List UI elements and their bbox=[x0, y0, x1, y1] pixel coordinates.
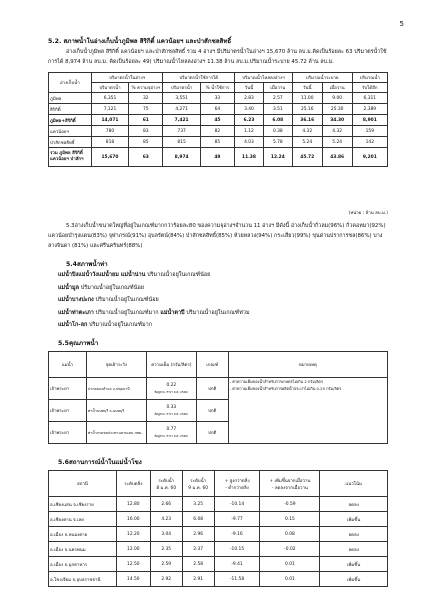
section-5-6-heading: 5.6สถานการณ์น้ำในแม่น้ำโขง bbox=[58, 459, 142, 466]
station-cell: อ.เมือง จ.หนองคาย bbox=[49, 527, 117, 542]
remark-line: - ค่าความเค็มของน้ำสำหรับการเกษตรไม่เกิน 2 กรัม/ลิตร bbox=[229, 379, 323, 384]
cell: 3.04 bbox=[150, 527, 182, 542]
table-row bbox=[49, 527, 388, 542]
cell: เพิ่มขึ้น bbox=[320, 557, 388, 572]
th-point: จุดเฝ้าระวัง bbox=[86, 352, 146, 378]
point-cell: ท่าน้ำกรมชลประทานสามเสน กทม. bbox=[86, 422, 146, 444]
cell: 2.66 bbox=[150, 497, 182, 512]
cell: 7,121 bbox=[91, 104, 128, 115]
th-sub: ปริมาตรน้ำ bbox=[91, 83, 128, 93]
cell: 0.15 bbox=[260, 512, 320, 527]
cell: 4,271 bbox=[163, 104, 200, 115]
criteria-cell: ปกติ bbox=[196, 400, 228, 422]
cell: 3,551 bbox=[163, 93, 200, 104]
river-cell: เจ้าพระยา bbox=[49, 400, 87, 422]
table-row bbox=[49, 542, 388, 557]
table-row bbox=[49, 126, 388, 137]
salinity-value: 0.22 bbox=[166, 382, 177, 388]
table-row bbox=[49, 497, 388, 512]
cell: 2.96 bbox=[182, 527, 214, 542]
cell: 9.00 bbox=[322, 93, 352, 104]
river-cell: เจ้าพระยา bbox=[49, 378, 87, 400]
cell: 737 bbox=[163, 126, 200, 137]
section-5-4-heading: 5.4สภาพน้ำท่า bbox=[66, 261, 108, 268]
cell: เพิ่มขึ้น bbox=[320, 512, 388, 527]
river-name: แม่น้ำโก-ลก bbox=[58, 322, 88, 328]
table-row bbox=[49, 104, 388, 115]
cell: 4.23 bbox=[150, 512, 182, 527]
cell: 2.57 bbox=[263, 93, 292, 104]
cell: 6,351 bbox=[91, 93, 128, 104]
cell: ลดลง bbox=[320, 527, 388, 542]
table-row bbox=[49, 137, 388, 148]
cell: 6.23 bbox=[235, 115, 264, 126]
river-status: ปริมาณน้ำอยู่ในเกณฑ์น้อย bbox=[145, 272, 211, 278]
cell: 43.86 bbox=[322, 148, 352, 167]
dam-name: รวม ภูมิพล สิริกิติ์ แควน้อยฯ ป่าสักฯ bbox=[49, 148, 92, 167]
cell: 0.08 bbox=[260, 527, 320, 542]
salinity-cell bbox=[146, 422, 196, 444]
station-cell: อ.เชียงแสน จ.เชียงราย bbox=[49, 497, 117, 512]
cell: -0.02 bbox=[260, 542, 320, 557]
cell: เพิ่มขึ้น bbox=[320, 572, 388, 587]
reservoir-table bbox=[48, 72, 388, 167]
cell: 85 bbox=[200, 137, 234, 148]
salinity-sub: ที่อยู่ตาม (ร่างฯ ค.ศ. 2560) bbox=[154, 411, 189, 416]
remark-cell bbox=[228, 378, 387, 444]
table-row bbox=[49, 378, 388, 400]
cell: 14,071 bbox=[91, 115, 128, 126]
th-dam: อ่างเก็บน้ำ bbox=[49, 73, 92, 93]
cell: 32 bbox=[129, 93, 163, 104]
point-cell: ปากคลองสำแล จ.ปทุมธานี bbox=[86, 378, 146, 400]
river-status: ปริมาณน้ำอยู่ในเกณฑ์มาก bbox=[93, 309, 161, 316]
cell: 5.78 bbox=[263, 137, 292, 148]
mekong-table bbox=[48, 470, 388, 587]
th-sub: รับได้อีก bbox=[352, 83, 387, 93]
cell: 3.51 bbox=[263, 104, 292, 115]
cell: 4.32 bbox=[292, 126, 322, 137]
cell: 25.30 bbox=[322, 104, 352, 115]
cell: 15,670 bbox=[91, 148, 128, 167]
cell: 9,201 bbox=[352, 148, 387, 167]
cell: 780 bbox=[91, 126, 128, 137]
river-name: แม่น้ำท่าตะเภา bbox=[58, 309, 94, 316]
cell: -10.14 bbox=[214, 497, 260, 512]
cell: 45 bbox=[200, 115, 234, 126]
station-cell: อ.เมือง จ.นครพนม bbox=[49, 542, 117, 557]
station-cell: อ.เชียงคาน จ.เลย bbox=[49, 512, 117, 527]
cell: 0.38 bbox=[263, 126, 292, 137]
cell: 64 bbox=[200, 104, 234, 115]
cell: 83 bbox=[129, 126, 163, 137]
cell: 2.91 bbox=[182, 572, 214, 587]
cell: 0.01 bbox=[260, 557, 320, 572]
cell: 8,901 bbox=[352, 115, 387, 126]
th-vs-bank: + สูงกว่าตลิ่ง - ต่ำกว่าตลิ่ง bbox=[214, 471, 260, 497]
cell: 2.37 bbox=[182, 542, 214, 557]
cell: 14.50 bbox=[116, 572, 150, 587]
cell: 4.03 bbox=[235, 137, 264, 148]
river-line bbox=[58, 320, 250, 330]
cell: 85 bbox=[129, 137, 163, 148]
th-sub: % ความจุอ่างฯ bbox=[129, 83, 163, 93]
cell: 12.00 bbox=[116, 542, 150, 557]
cell: 11.00 bbox=[292, 93, 322, 104]
cell: -9.16 bbox=[214, 527, 260, 542]
cell: 142 bbox=[352, 137, 387, 148]
river-name: แม่น้ำตาปี bbox=[160, 309, 185, 316]
cell: 12.24 bbox=[263, 148, 292, 167]
river-status-list bbox=[58, 270, 250, 333]
th-sub: % น้ำใช้การ bbox=[200, 83, 234, 93]
page-number: 5 bbox=[399, 20, 404, 28]
th-remark: หมายเหตุ bbox=[228, 352, 387, 378]
river-line bbox=[58, 295, 250, 305]
unit-note: (หน่วย : ล้าน ลบ.ม.) bbox=[348, 211, 388, 216]
dam-name: ภูมิพล bbox=[49, 93, 92, 104]
cell: 4.32 bbox=[322, 126, 352, 137]
salinity-value: 0.33 bbox=[166, 404, 177, 410]
cell: 12.50 bbox=[116, 557, 150, 572]
station-cell: อ.โขงเจียม จ.อุบลราชธานี bbox=[49, 572, 117, 587]
station-cell: อ.เมือง จ.มุกดาหาร bbox=[49, 557, 117, 572]
cell: 2.83 bbox=[235, 93, 264, 104]
criteria-cell: ปกติ bbox=[196, 378, 228, 400]
cell: 12.20 bbox=[116, 527, 150, 542]
salinity-cell bbox=[146, 400, 196, 422]
cell: 5.24 bbox=[292, 137, 322, 148]
th-station: สถานี bbox=[49, 471, 117, 497]
cell: 818 bbox=[91, 137, 128, 148]
cell: 6.08 bbox=[263, 115, 292, 126]
th-capacity: ปริมาณน้ำ bbox=[352, 73, 387, 83]
cell: 36.16 bbox=[292, 115, 322, 126]
cell: 33 bbox=[200, 93, 234, 104]
th-sub: เมื่อวาน bbox=[263, 83, 292, 93]
cell: 0.01 bbox=[260, 572, 320, 587]
salinity-sub: ที่อยู่ตาม (ร่างฯ ค.ศ. 2560) bbox=[154, 389, 189, 394]
th-storage: ปริมาตรน้ำในอ่างฯ bbox=[91, 73, 163, 83]
th-sub: เมื่อวาน bbox=[322, 83, 352, 93]
river-name: แม่น้ำมูล bbox=[58, 284, 80, 291]
th-release: ปริมาณน้ำระบาย bbox=[292, 73, 352, 83]
salinity-cell bbox=[146, 378, 196, 400]
cell: 2,389 bbox=[352, 104, 387, 115]
table-row bbox=[49, 572, 388, 587]
table-row bbox=[49, 115, 388, 126]
th-sub: วันนี้ bbox=[235, 83, 264, 93]
cell: 11.38 bbox=[235, 148, 264, 167]
cell: 63 bbox=[129, 148, 163, 167]
th-trend: แนวโน้ม bbox=[320, 471, 388, 497]
table-row bbox=[49, 93, 388, 104]
river-line bbox=[58, 308, 250, 318]
river-status: ปริมาณน้ำอยู่ในเกณฑ์น้อย bbox=[79, 284, 145, 291]
dam-name: แควน้อยฯ bbox=[49, 126, 92, 137]
th-sub: วันนี้ bbox=[292, 83, 322, 93]
river-line bbox=[58, 283, 250, 293]
dam-name: ป่าสักชลสิทธิ์ bbox=[49, 137, 92, 148]
cell: 25.16 bbox=[292, 104, 322, 115]
cell: 159 bbox=[352, 126, 387, 137]
table-row bbox=[49, 512, 388, 527]
river-status: ปริมาณน้ำอยู่ในเกณฑ์มาก bbox=[87, 322, 153, 328]
th-sub: ปริมาตรน้ำ bbox=[163, 83, 200, 93]
th-usable: ปริมาตรน้ำใช้การได้ bbox=[163, 73, 235, 83]
point-cell: ท่าน้ำนนทบุรี จ.นนทบุรี bbox=[86, 400, 146, 422]
th-salinity: ความเค็ม (กรัม/ลิตร) bbox=[146, 352, 196, 378]
cell: -9.41 bbox=[214, 557, 260, 572]
section-5-2-paragraph: อ่างเก็บน้ำภูมิพล สิริกิติ์ แควน้อยฯ และป่าสักชลสิทธิ์ รวม 4 อ่างฯ มีปริมาตรน้ำในอ่างฯ 15,670 ล้าน ลบ.ม.คิดเป็นร้อยละ 63 ปริมาตรน้ำใช้การได้ 8,974 ล้าน ลบ.ม. คิดเป็นร้อยละ 49) ปริมาณน้ำไหลลงอ่างฯ 11.38 ล้าน ลบ.ม.ปริมาณน้ำระบาย 45.72 ล้าน ลบ.ม. bbox=[48, 49, 387, 65]
cell: 2.35 bbox=[150, 542, 182, 557]
th-change: + เพิ่มขึ้นจากเมื่อวาน - ลดลงจากเมื่อวาน bbox=[260, 471, 320, 497]
th-inflow: ปริมาณน้ำไหลลงอ่างฯ bbox=[235, 73, 293, 83]
water-quality-table bbox=[48, 351, 388, 444]
river-status: ปริมาณน้ำอยู่ในเกณฑ์ท่วม bbox=[184, 309, 250, 316]
remark-line: - ค่าความเค็มของน้ำสำหรับการผลิตน้ำประปาไม่เกิน 0.25 กรัม/ลิตร bbox=[229, 386, 342, 391]
cell: 5.24 bbox=[322, 137, 352, 148]
cell: ลดลง bbox=[320, 497, 388, 512]
table-row bbox=[49, 557, 388, 572]
dam-name: ภูมิพล+สิริกิติ์ bbox=[49, 115, 92, 126]
river-cell: เจ้าพระยา bbox=[49, 422, 87, 444]
cell: 2.58 bbox=[182, 557, 214, 572]
cell: 82 bbox=[200, 126, 234, 137]
th-level-2: ระดับน้ำ 9 ม.ค. 60 bbox=[182, 471, 214, 497]
salinity-sub: ที่อยู่ตาม (ร่างฯ ค.ศ. 2560) bbox=[154, 433, 189, 438]
criteria-cell: ปกติ bbox=[196, 422, 228, 444]
cell: 815 bbox=[163, 137, 200, 148]
cell: 12.80 bbox=[116, 497, 150, 512]
cell: 1.12 bbox=[235, 126, 264, 137]
cell: ลดลง bbox=[320, 542, 388, 557]
th-river: แม่น้ำ bbox=[49, 352, 87, 378]
river-line bbox=[58, 270, 250, 280]
th-level-1: ระดับน้ำ 8 ม.ค. 60 bbox=[150, 471, 182, 497]
cell: 61 bbox=[129, 115, 163, 126]
cell: 34.30 bbox=[322, 115, 352, 126]
cell: -9.77 bbox=[214, 512, 260, 527]
dam-name: สิริกิติ์ bbox=[49, 104, 92, 115]
cell: 2.59 bbox=[150, 557, 182, 572]
th-bank-level: ระดับตลิ่ง bbox=[116, 471, 150, 497]
cell: 6,311 bbox=[352, 93, 387, 104]
cell: 45.72 bbox=[292, 148, 322, 167]
cell: -0.59 bbox=[260, 497, 320, 512]
river-name: แม่น้ำบางปะกง bbox=[58, 297, 94, 303]
cell: 3.25 bbox=[182, 497, 214, 512]
cell: 8,974 bbox=[163, 148, 200, 167]
section-5-3-paragraph: 5.3อ่างเก็บน้ำขนาดใหญ่ที่อยู่ในเกณฑ์มากกว่าร้อยละ80 ของความจุอ่างฯจำนวน 11 อ่างฯ มีดังนี้ อ่างเก็บน้ำกิ่วลม(96%) กิ่วคอหมา(92%) แควน้อยบำรุงแดน(83%) จุฬาภรณ์(91%) อุบลรัตน์(84%) ป่าสักชลสิทธิ์(85%) ห้วยหลวง(94%) กระเสียว(99%) ขุนด่านปราการชล(86%) บางลางจินดา (81%) และศรีนครินทร์(88%) bbox=[48, 223, 386, 249]
cell: 3.40 bbox=[235, 104, 264, 115]
th-criteria: เกณฑ์ bbox=[196, 352, 228, 378]
section-5-2-heading: 5.2. สภาพน้ำในอ่างเก็บน้ำภูมิพล สิริกิติ์ แควน้อยฯ และป่าสักชลสิทธิ์ bbox=[48, 38, 232, 45]
cell: 16.00 bbox=[116, 512, 150, 527]
river-name: แม่น้ำปิงแม่น้ำวังแม่น้ำยม แม่น้ำน่าน bbox=[58, 272, 146, 278]
section-5-5-heading: 5.5คุณภาพน้ำ bbox=[58, 340, 99, 347]
cell: 7,421 bbox=[163, 115, 200, 126]
cell: -11.58 bbox=[214, 572, 260, 587]
cell: 2.92 bbox=[150, 572, 182, 587]
cell: 75 bbox=[129, 104, 163, 115]
salinity-value: 0.77 bbox=[166, 426, 177, 432]
cell: 6.08 bbox=[182, 512, 214, 527]
cell: -10.15 bbox=[214, 542, 260, 557]
river-status: ปริมาณน้ำอยู่ในเกณฑ์น้อย bbox=[93, 297, 159, 303]
cell: 49 bbox=[200, 148, 234, 167]
table-row bbox=[49, 148, 388, 167]
